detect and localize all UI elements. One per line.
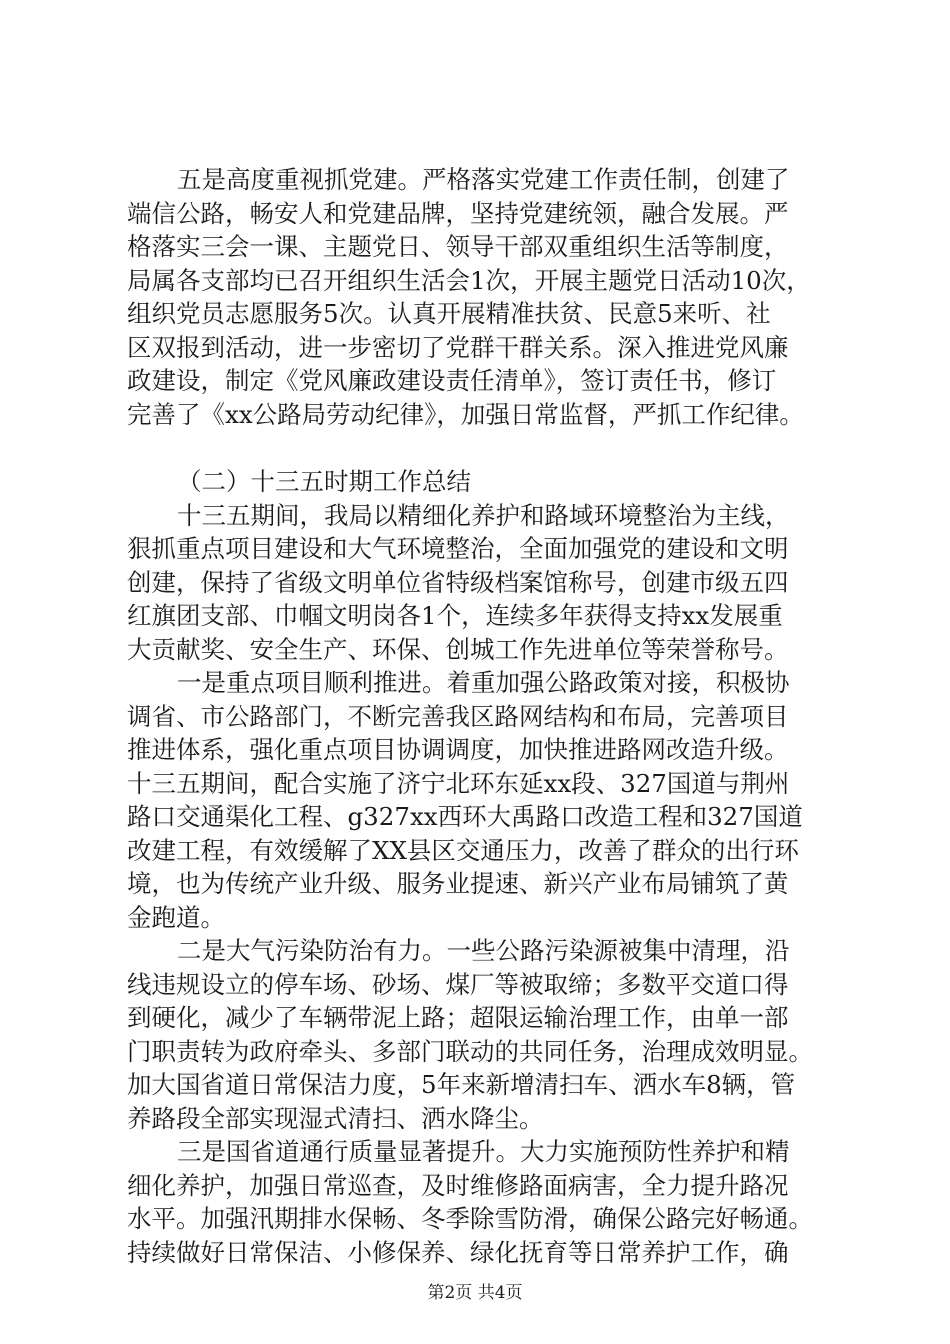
text-line: 推进体系，强化重点项目协调调度，加快推进路网改造升级。 <box>127 735 789 764</box>
text-line: 端信公路，畅安人和党建品牌，坚持党建统领，融合发展。严 <box>127 198 789 228</box>
text-line: 三是国省道通行质量显著提升。大力实施预防性养护和精 <box>177 1137 790 1166</box>
page-footer <box>0 1283 950 1303</box>
text-line: 路口交通渠化工程、g327xx西环大禹路口改造工程和327国道 <box>127 802 803 831</box>
text-line: 调省、市公路部门，不断完善我区路网结构和布局，完善项目 <box>127 701 789 731</box>
text-line: 改建工程，有效缓解了XX县区交通压力，改善了群众的出行环 <box>127 835 799 865</box>
section-heading: （二）十三五时期工作总结 <box>177 467 471 496</box>
text-line: 大贡献奖、安全生产、环保、创城工作先进单位等荣誉称号。 <box>127 634 789 664</box>
text-line: 政建设，制定《党风廉政建设责任清单》，签订责任书，修订 <box>127 366 777 395</box>
text-line: 金跑道。 <box>127 902 225 932</box>
text-line: 到硬化，减少了车辆带泥上路；超限运输治理工作，由单一部 <box>127 1003 789 1032</box>
text-line: 区双报到活动，进一步密切了党群干群关系。深入推进党风廉 <box>127 332 789 362</box>
text-line: 格落实三会一课、主题党日、领导干部双重组织生活等制度， <box>127 232 789 261</box>
page-number-label: 第2页 共4页 <box>427 1283 523 1303</box>
text-line: 细化养护，加强日常巡查，及时维修路面病害，全力提升路况 <box>127 1170 789 1200</box>
body-text <box>127 163 830 1269</box>
text-line: 持续做好日常保洁、小修保养、绿化抚育等日常养护工作，确 <box>127 1237 789 1267</box>
text-line: 境，也为传统产业升级、服务业提速、新兴产业布局铺筑了黄 <box>127 869 789 898</box>
text-line: 五是高度重视抓党建。严格落实党建工作责任制，创建了 <box>177 165 790 194</box>
text-line: 红旗团支部、巾帼文明岗各1个，连续多年获得支持xx发展重 <box>127 601 783 630</box>
text-line: 狠抓重点项目建设和大气环境整治，全面加强党的建设和文明 <box>127 534 789 563</box>
text-line: 门职责转为政府牵头、多部门联动的共同任务，治理成效明显。 <box>127 1036 813 1066</box>
text-line: 创建，保持了省级文明单位省特级档案馆称号，创建市级五四 <box>127 567 789 597</box>
text-line: 线违规设立的停车场、砂场、煤厂等被取缔；多数平交道口得 <box>127 969 789 999</box>
text-line: 完善了《xx公路局劳动纪律》，加强日常监督，严抓工作纪律。 <box>127 399 804 429</box>
text-line: 十三五期间，我局以精细化养护和路域环境整治为主线， <box>177 500 790 530</box>
text-line: 一是重点项目顺利推进。着重加强公路政策对接，积极协 <box>177 668 790 697</box>
text-line: 十三五期间，配合实施了济宁北环东延xx段、327国道与荆州 <box>127 768 790 798</box>
text-line: 局属各支部均已召开组织生活会1次，开展主题党日活动10次， <box>127 265 811 295</box>
text-line: 水平。加强汛期排水保畅、冬季除雪防滑，确保公路完好畅通。 <box>127 1204 813 1233</box>
text-line: 加大国省道日常保洁力度，5年来新增清扫车、洒水车8辆，管 <box>127 1070 796 1099</box>
text-line: 二是大气污染防治有力。一些公路污染源被集中清理，沿 <box>177 936 790 965</box>
text-line: 组织党员志愿服务5次。认真开展精准扶贫、民意5来听、社 <box>127 299 771 328</box>
text-line: 养路段全部实现湿式清扫、洒水降尘。 <box>127 1103 544 1133</box>
